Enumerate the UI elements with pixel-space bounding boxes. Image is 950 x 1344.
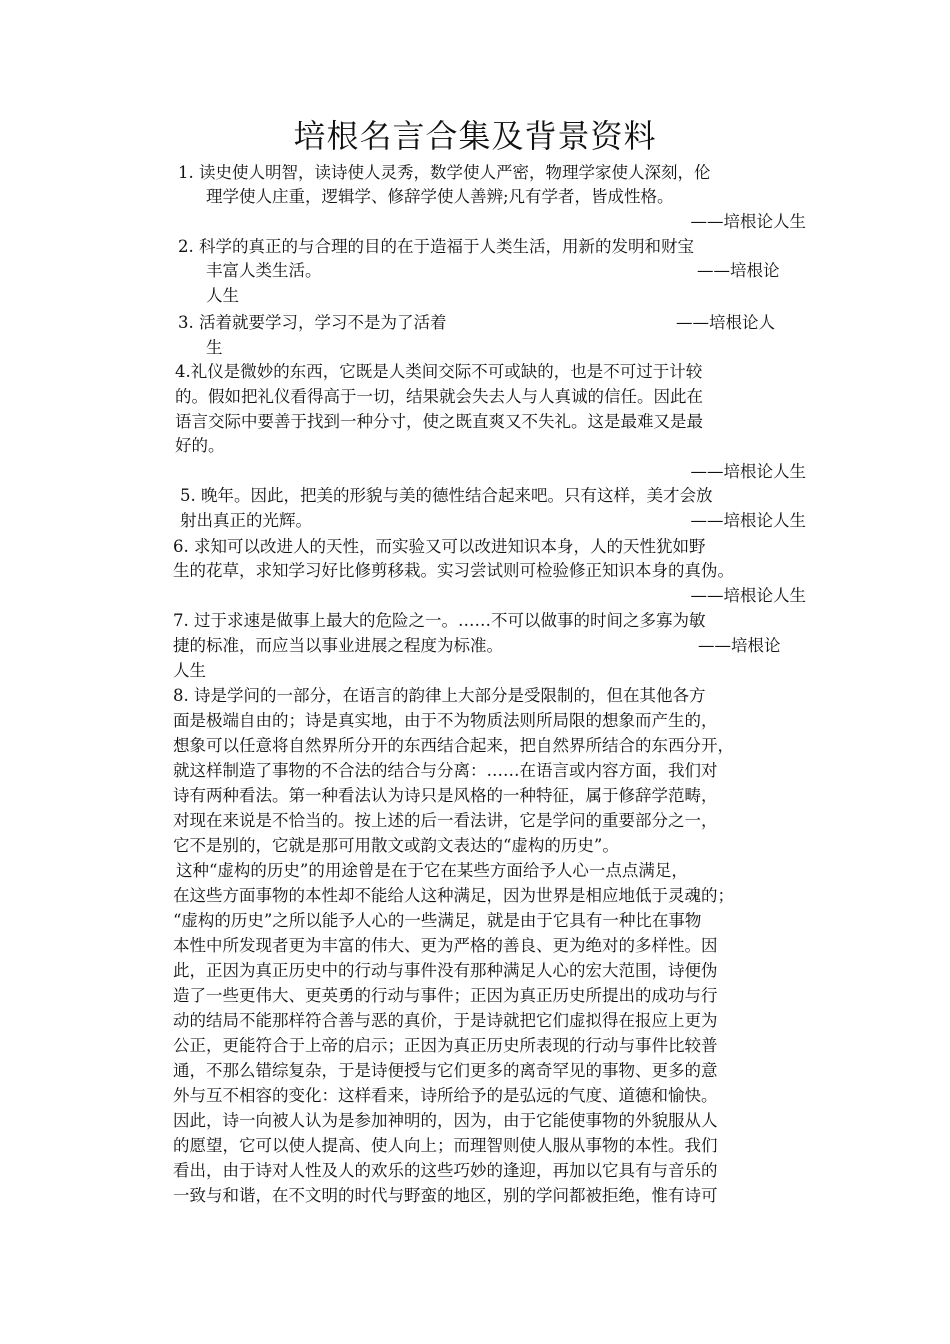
text-line: 1. 读史使人明智，读诗使人灵秀，数学使人严密，物理学家使人深刻，伦: [178, 163, 711, 182]
text-line: 丰富人类生活。: [206, 261, 322, 280]
text-line: 想象可以任意将自然界所分开的东西结合起来，把自然界所结合的东西分开，: [173, 736, 734, 755]
attribution: 人生: [173, 661, 206, 680]
text-line: 8. 诗是学问的一部分，在语言的韵律上大部分是受限制的，但在其他各方: [173, 686, 706, 705]
text-line: 这种“虚构的历史”的用途曾是在于它在某些方面给予人心一点点满足，: [176, 861, 688, 880]
text-line: 此，正因为真正历史中的行动与事件没有那种满足人心的宏大范围，诗便伪: [173, 961, 718, 980]
attribution: 人生: [206, 286, 239, 305]
text-line: 外与互不相容的变化：这样看来，诗所给予的是弘远的气度、道德和愉快。: [173, 1086, 718, 1105]
attribution: ——培根论人生: [690, 586, 806, 605]
attribution: ——培根论人生: [690, 462, 806, 481]
text-line: 本性中所发现者更为丰富的伟大、更为严格的善良、更为绝对的多样性。因: [173, 936, 718, 955]
text-line: 的愿望，它可以使人提高、使人向上；而理智则使人服从事物的本性。我们: [173, 1136, 718, 1155]
text-line: “虚构的历史”之所以能予人心的一些满足，就是由于它具有一种比在事物: [173, 911, 702, 930]
text-line: 就这样制造了事物的不合法的结合与分离：……在语言或内容方面，我们对: [173, 761, 718, 780]
attribution: ——培根论: [698, 636, 781, 655]
attribution: ——培根论人生: [690, 511, 806, 530]
text-line: 理学使人庄重，逻辑学、修辞学使人善辨;凡有学者，皆成性格。: [206, 187, 674, 206]
document-title: 培根名言合集及背景资料: [293, 117, 657, 155]
text-line: 动的结局不能那样符合善与恶的真价，于是诗就把它们虚拟得在报应上更为: [173, 1011, 718, 1030]
text-line: 在这些方面事物的本性却不能给人这种满足，因为世界是相应地低于灵魂的；: [173, 886, 734, 905]
text-line: 造了一些更伟大、更英勇的行动与事件；正因为真正历史所提出的成功与行: [173, 986, 718, 1005]
text-line: 通，不那么错综复杂，于是诗便授与它们更多的离奇罕见的事物、更多的意: [173, 1061, 718, 1080]
text-line: 6. 求知可以改进人的天性，而实验又可以改进知识本身，人的天性犹如野: [173, 537, 706, 556]
text-line: 对现在来说是不恰当的。按上述的后一看法讲，它是学问的重要部分之一，: [173, 811, 718, 830]
text-line: 公正，更能符合于上帝的启示；正因为真正历史所表现的行动与事件比较普: [173, 1036, 718, 1055]
text-line: 捷的标准，而应当以事业进展之程度为标准。: [173, 636, 503, 655]
text-line: 诗有两种看法。第一种看法认为诗只是风格的一种特征，属于修辞学范畴，: [173, 786, 718, 805]
text-line: 7. 过于求速是做事上最大的危险之一。……不可以做事的时间之多寡为敏: [173, 611, 706, 630]
attribution: ——培根论人生: [690, 212, 806, 231]
text-line: 好的。: [175, 436, 225, 455]
text-line: 5. 晚年。因此，把美的形貌与美的德性结合起来吧。只有这样，美才会放: [180, 486, 713, 505]
text-line: 3. 活着就要学习，学习不是为了活着: [178, 313, 447, 332]
text-line: 一致与和谐，在不文明的时代与野蛮的地区，别的学问都被拒绝，惟有诗可: [173, 1186, 718, 1205]
text-line: 语言交际中要善于找到一种分寸，使之既直爽又不失礼。这是最难又是最: [175, 412, 703, 431]
text-line: 它不是别的，它就是那可用散文或韵文表达的“虚构的历史”。: [173, 836, 619, 855]
attribution: ——培根论: [697, 261, 780, 280]
text-line: 4.礼仪是微妙的东西，它既是人类间交际不可或缺的，也是不可过于计较: [175, 362, 703, 381]
text-line: 生的花草，求知学习好比修剪移栽。实习尝试则可检验修正知识本身的真伪。: [173, 561, 734, 580]
text-line: 看出，由于诗对人性及人的欢乐的这些巧妙的逢迎，再加以它具有与音乐的: [173, 1161, 718, 1180]
text-line: 射出真正的光辉。: [180, 511, 312, 530]
text-line: 2. 科学的真正的与合理的目的在于造福于人类生活，用新的发明和财宝: [178, 237, 694, 256]
text-line: 的。假如把礼仪看得高于一切，结果就会失去人与人真诚的信任。因此在: [175, 387, 703, 406]
text-line: 面是极端自由的；诗是真实地，由于不为物质法则所局限的想象而产生的，: [173, 711, 718, 730]
attribution: ——培根论人: [676, 313, 775, 332]
text-line: 因此，诗一向被人认为是参加神明的，因为，由于它能使事物的外貌服从人: [173, 1111, 718, 1130]
attribution: 生: [206, 338, 223, 357]
